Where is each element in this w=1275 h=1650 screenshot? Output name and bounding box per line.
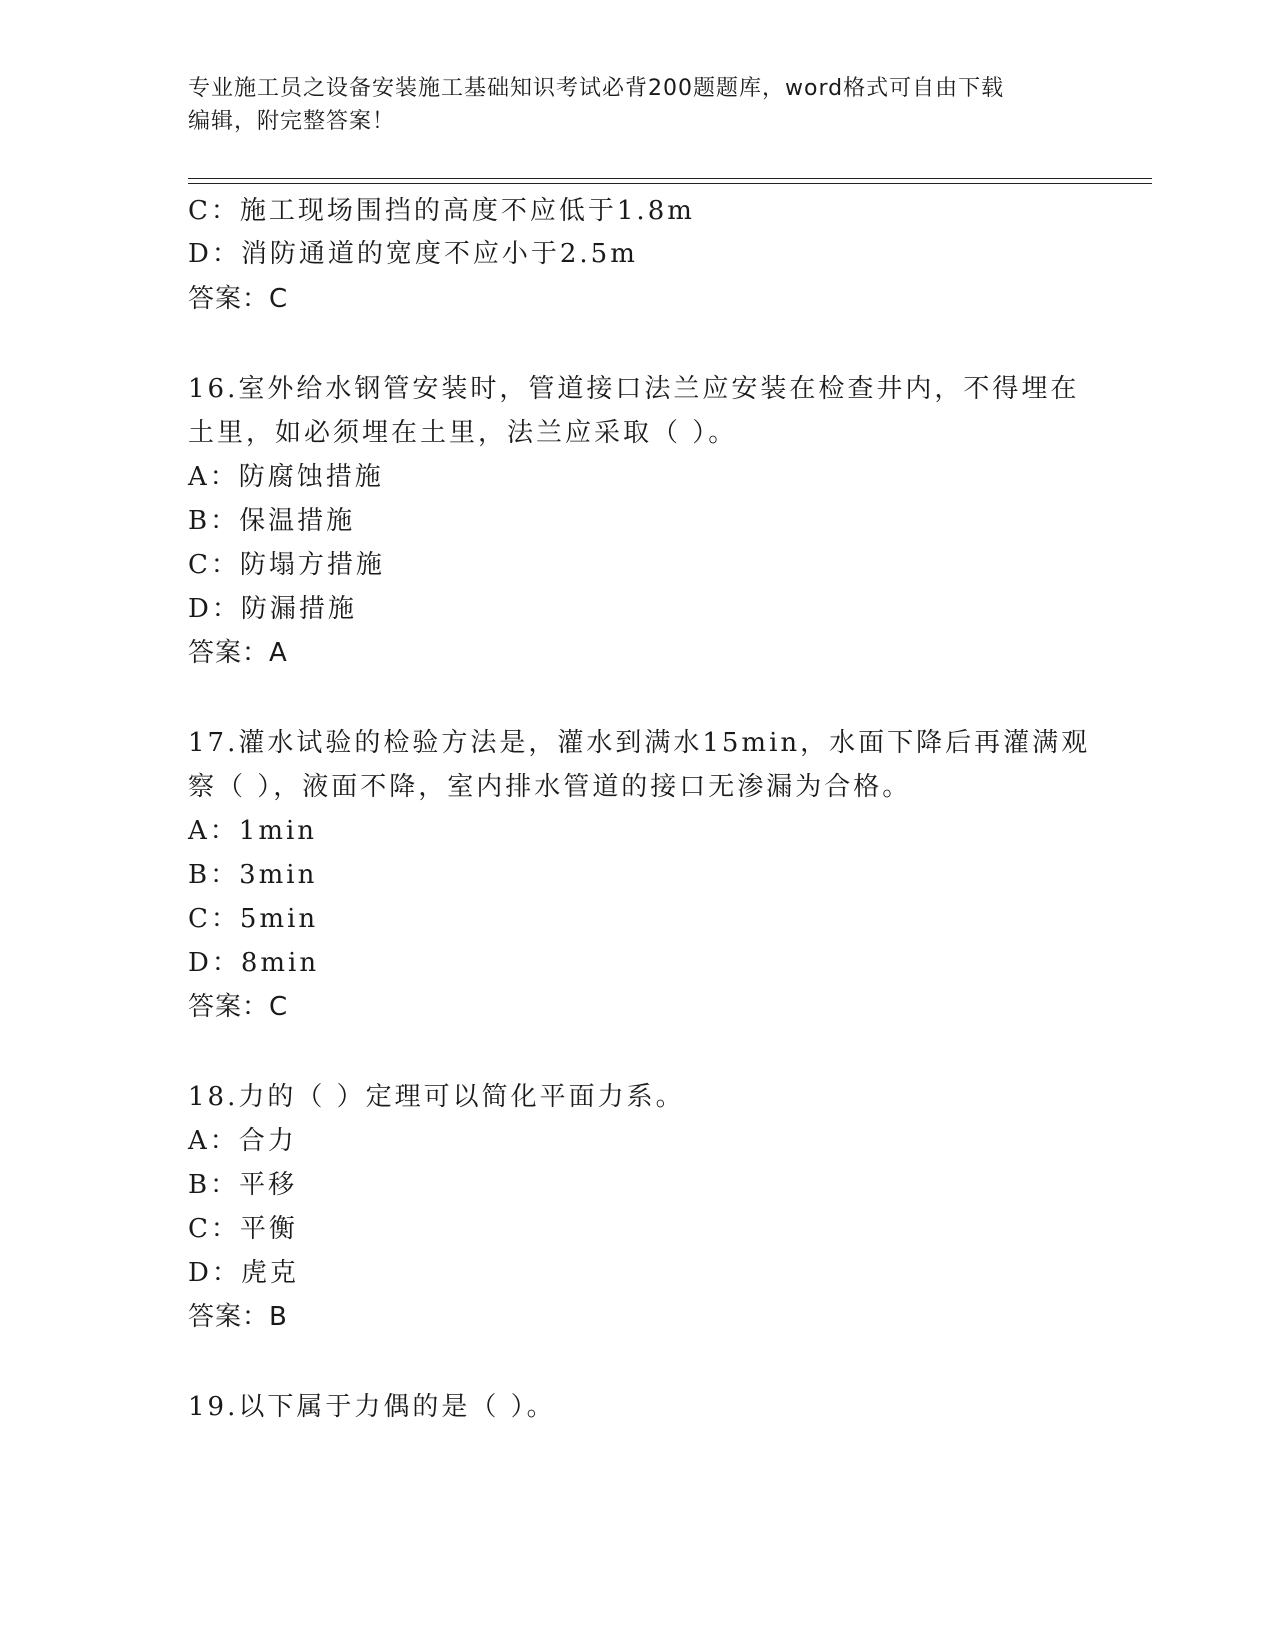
q18-stem-line1: 18.力的（ ）定理可以简化平面力系。 [188, 1082, 685, 1112]
header-title-line2: 编辑，附完整答案！ [188, 109, 396, 134]
q16-stem-line2: 土里，如必须埋在土里，法兰应采取（ ）。 [188, 418, 738, 448]
q15-option-d: D：消防通道的宽度不应小于2.5m [188, 239, 638, 269]
header-divider-top [188, 178, 1152, 179]
q18-option-d: D：虎克 [188, 1258, 299, 1288]
q17-option-c: C：5min [188, 904, 319, 934]
q17-stem-line1: 17.灌水试验的检验方法是，灌水到满水15min，水面下降后再灌满观 [188, 728, 1091, 758]
q17-stem-line2: 察（ ），液面不降，室内排水管道的接口无渗漏为合格。 [188, 772, 912, 802]
q17-answer: 答案：C [188, 992, 289, 1022]
q16-option-c: C：防塌方措施 [188, 550, 385, 580]
q18-option-c: C：平衡 [188, 1214, 298, 1244]
q19-stem-line1: 19.以下属于力偶的是（ ）。 [188, 1392, 556, 1422]
q18-option-b: B：平移 [188, 1170, 298, 1200]
q18-option-a: A：合力 [188, 1126, 297, 1156]
q16-stem-line1: 16.室外给水钢管安装时，管道接口法兰应安装在检查井内，不得埋在 [188, 374, 1080, 404]
q16-option-d: D：防漏措施 [188, 594, 357, 624]
q16-option-b: B：保温措施 [188, 506, 356, 536]
q17-option-a: A：1min [188, 816, 318, 846]
q17-option-d: D：8min [188, 948, 320, 978]
q15-option-c: C：施工现场围挡的高度不应低于1.8m [188, 196, 695, 226]
q16-answer: 答案：A [188, 638, 288, 668]
document-header [188, 72, 1068, 138]
q15-answer: 答案：C [188, 284, 289, 314]
header-title-line1: 专业施工员之设备安装施工基础知识考试必背200题题库，word格式可自由下载 [188, 76, 1005, 101]
q16-option-a: A：防腐蚀措施 [188, 462, 384, 492]
q17-option-b: B：3min [188, 860, 318, 890]
header-divider-bottom [188, 183, 1152, 184]
q18-answer: 答案：B [188, 1302, 288, 1332]
